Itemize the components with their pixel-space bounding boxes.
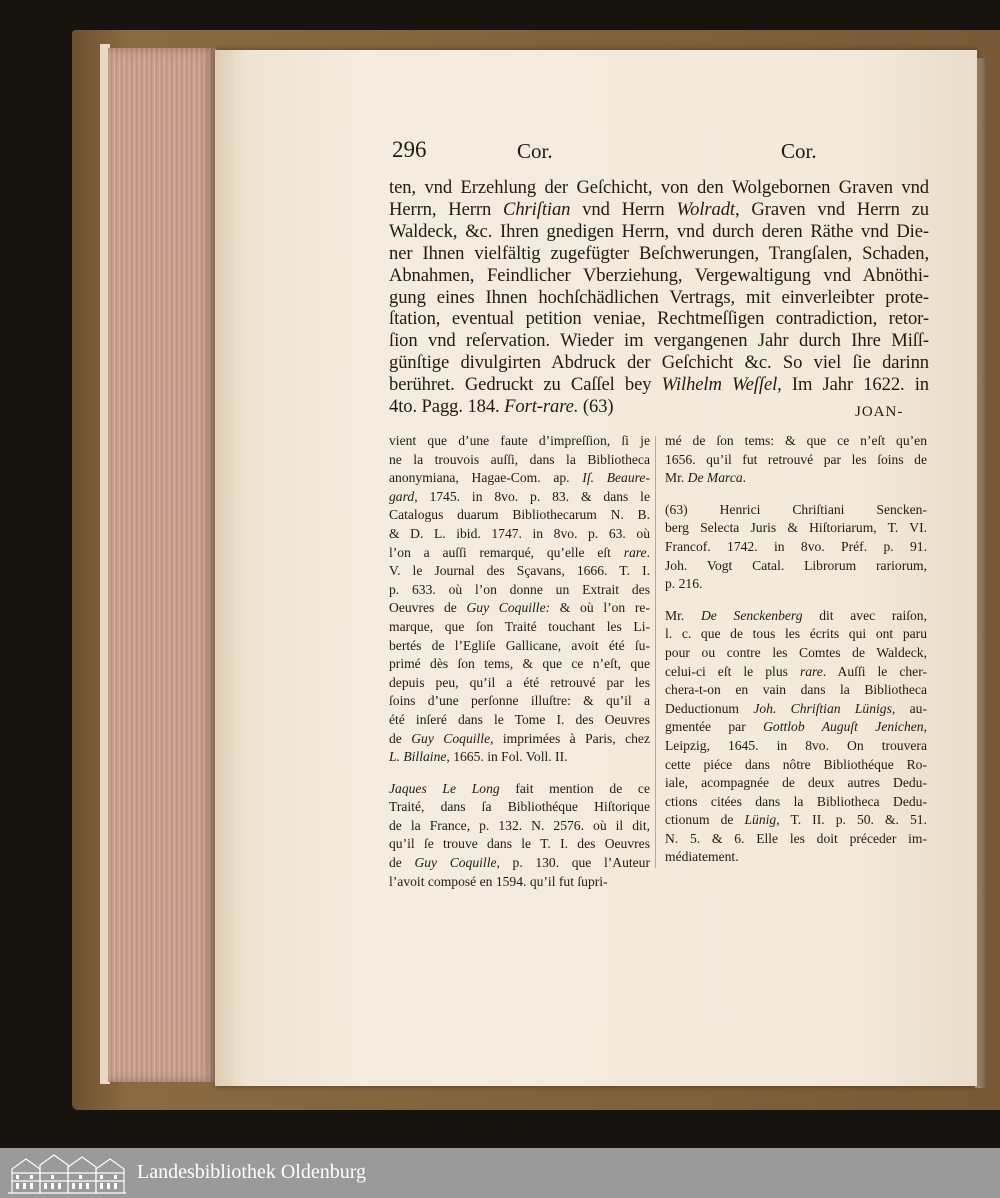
text-segment: anonymiana, Hagae-Com. ap. (389, 470, 583, 486)
text-segment: Mr. (665, 607, 701, 623)
text-line (665, 575, 927, 594)
library-banner (0, 1148, 1000, 1198)
text-segment: 1656. qu’il fut retrouvé par les ſoins de (665, 451, 927, 467)
text-line (665, 557, 927, 576)
text-segment: l’on a auſſi remarqué, qu’elle eſt (389, 544, 624, 560)
running-head-right: Cor. (781, 139, 817, 163)
text-line (665, 756, 927, 775)
text-segment: été inſeré dans le Tome I. des Oeuvres (389, 711, 650, 727)
text-line (389, 798, 650, 817)
text-segment: ctions citées dans la Bibliotheca Dedu- (665, 793, 927, 809)
page-number: 296 (392, 137, 427, 162)
text-segment: Catalogus duarum Bibliothecarum N. B. (389, 507, 650, 523)
italic-segment: Jaques Le Long (389, 780, 500, 796)
text-line (389, 265, 929, 287)
text-segment: vnd Herrn (570, 198, 677, 220)
text-segment: mé de ſon tems: & que ce n’eſt qu’en (665, 433, 927, 448)
text-segment: berg Selecta Juris & Hiſtoriarum, T. VI. (665, 520, 927, 536)
text-segment: marque, que ſon Traité touchant les Li- (389, 618, 650, 634)
text-segment: Abnahmen, Feindlicher Vberziehung, Vergewaltigung vnd Abnöthi- (389, 264, 929, 286)
text-line (389, 599, 650, 618)
text-segment: , T. II. p. 50. &. 51. (776, 812, 928, 828)
text-segment: Francof. 1742. in 8vo. Préf. p. 91. (665, 538, 927, 554)
text-segment: , Im Jahr 1622. in (777, 374, 929, 396)
text-line (389, 692, 650, 711)
text-line (665, 519, 927, 538)
text-segment: (63) Henrici Chriſtiani Sencken- (665, 501, 927, 517)
text-segment: , 1665. in Fol. Voll. II. (446, 749, 568, 765)
text-line (389, 730, 650, 749)
text-line (389, 854, 650, 873)
paragraph-gap (389, 767, 650, 780)
text-line (389, 488, 650, 507)
text-line (665, 644, 927, 663)
text-segment: primé dès ſon tems, & que ce n’eſt, que (389, 656, 650, 672)
italic-segment: Iſ. Beaure- (582, 470, 650, 486)
text-segment: qu’il ſe trouve dans le T. I. des Oeuvres (389, 836, 650, 852)
text-segment: pour ou contre les Comtes de Waldeck, (665, 644, 927, 660)
library-name: Landesbibliothek Oldenburg (137, 1161, 367, 1183)
italic-segment: Wilhelm Weſſel (661, 374, 778, 396)
text-segment: . Auſſi le cher- (822, 663, 927, 679)
right-column (665, 432, 927, 867)
text-line (665, 774, 927, 793)
text-segment: , p. 130. que l’Auteur (496, 855, 650, 871)
german-title-block (389, 177, 929, 418)
text-segment: , imprimées à Paris, chez (490, 730, 650, 746)
text-line (665, 793, 927, 812)
text-line (389, 330, 929, 352)
text-line (665, 737, 927, 756)
text-segment: & D. L. ibid. 1747. in 8vo. p. 63. où (389, 525, 650, 541)
text-line (665, 811, 927, 830)
text-segment: ten, vnd Erzehlung der Geſchicht, von den Wolgebornen Graven vnd (389, 177, 929, 198)
text-segment: p. 216. (665, 576, 703, 592)
text-segment: . (742, 470, 747, 486)
text-line (665, 469, 927, 488)
text-line (389, 873, 650, 892)
text-line (389, 287, 929, 309)
paragraph-gap (665, 488, 927, 501)
text-segment: günſtige divulgirten Abdruck der Geſchicht &c. So viel ſie darinn (389, 352, 929, 374)
text-line (389, 352, 929, 374)
text-line (389, 432, 650, 451)
text-segment: Oeuvres de (389, 600, 467, 616)
text-line (665, 625, 927, 644)
text-line (389, 655, 650, 674)
text-segment: & où l’on re- (550, 600, 650, 616)
text-segment: Joh. Vogt Catal. Librorum rariorum, (665, 557, 927, 573)
text-segment: fait mention de ce (499, 780, 650, 796)
text-line (665, 718, 927, 737)
italic-segment: De Senckenberg (700, 607, 803, 623)
italic-segment: rare (623, 544, 647, 560)
text-segment: de la France, p. 132. N. 2576. où il dit, (389, 817, 650, 833)
text-segment: gmentée par (665, 719, 764, 735)
text-segment: depuis peu, qu’il a été retrouvé par les (389, 674, 650, 690)
italic-segment: Guy Coquille (414, 855, 497, 871)
text-segment: Traité, dans ſa Bibliothéque Hiſtorique (389, 799, 650, 815)
italic-segment: gard (389, 488, 415, 504)
text-segment: dit avec raiſon, (802, 607, 927, 623)
text-segment: gung eines Ihnen hochſchädlichen Vertrags, mit einverleibter prote- (389, 286, 929, 308)
text-line (389, 451, 650, 470)
text-line (389, 308, 929, 330)
italic-segment: Guy Coquille (411, 730, 491, 746)
text-segment: bertés de l’Egliſe Gallicane, avoit été ſu- (389, 637, 650, 653)
text-line (389, 835, 650, 854)
text-line (665, 538, 927, 557)
text-line (389, 674, 650, 693)
text-line (665, 700, 927, 719)
text-segment: chera-t-on en vain dans la Bibliotheca (665, 682, 927, 698)
text-line (389, 544, 650, 563)
text-segment: (63) (578, 396, 614, 418)
italic-segment: Lünig (744, 812, 777, 828)
page-edges (108, 48, 216, 1082)
text-segment: l’avoit composé en 1594. qu’il fut ſupri- (389, 873, 608, 889)
text-line (665, 451, 927, 470)
text-segment: de (389, 855, 415, 871)
paragraph-gap (665, 594, 927, 607)
italic-segment: Guy Coquille: (466, 600, 551, 616)
text-segment: ne la trouvois auſſi, dans la Bibliotheca (389, 451, 650, 467)
text-line (389, 525, 650, 544)
text-line (389, 637, 650, 656)
text-segment: V. le Journal des Sçavans, 1666. T. I. (389, 563, 650, 579)
text-segment: de (389, 730, 412, 746)
left-column (389, 432, 650, 891)
italic-segment: De Marca (687, 470, 743, 486)
column-divider (655, 436, 656, 868)
text-line (389, 177, 929, 199)
text-segment: , (923, 719, 927, 735)
text-segment: ſoins d’une perſonne illuſtre: & qu’il a (389, 693, 650, 709)
text-segment: ctionum de (665, 812, 745, 828)
text-line (389, 221, 929, 243)
text-segment: ner Ihnen vielfältig zugefügter Beſchwerungen, Trangſalen, Schaden, (389, 242, 929, 264)
italic-segment: Gottlob Auguſt Jenichen (763, 719, 924, 735)
text-line (665, 848, 927, 867)
text-line (389, 374, 929, 396)
text-segment: vient que d’une faute d’impreſſion, ſi je (389, 433, 650, 448)
text-line (665, 830, 927, 849)
text-line (389, 506, 650, 525)
catchword: JOAN- (855, 404, 904, 420)
text-line (665, 501, 927, 520)
text-segment: iale, acompagnée de deux autres Dedu- (665, 775, 927, 791)
text-segment: . (646, 544, 650, 560)
text-segment: Deductionum (665, 700, 754, 716)
italic-segment: Wolradt (676, 198, 735, 220)
library-building-icon (6, 1151, 128, 1195)
text-line (389, 562, 650, 581)
text-segment: ſion vnd reſervation. Wieder im vergangenen Jahr durch Ihre Miſſ- (389, 330, 929, 352)
italic-segment: rare (799, 663, 823, 679)
text-segment: l. c. que de tous les écrits qui ont paru (665, 626, 927, 642)
text-segment: Waldeck, &c. Ihren gnedigen Herrn, vnd durch deren Räthe vnd Die- (389, 220, 929, 242)
text-segment: , Graven vnd Herrn zu (735, 198, 929, 220)
italic-segment: Chriſtian (503, 198, 571, 220)
italic-segment: Joh. Chriſtian Lünigs (753, 700, 892, 716)
italic-segment: Fort-rare. (504, 396, 579, 418)
text-line (389, 748, 650, 767)
text-line (389, 396, 929, 418)
text-line (665, 432, 927, 451)
running-head-left: Cor. (517, 139, 553, 163)
text-line (389, 243, 929, 265)
text-line (389, 817, 650, 836)
italic-segment: L. Billaine (389, 749, 447, 765)
text-segment: Herrn, Herrn (389, 198, 504, 220)
text-segment: , 1745. in 8vo. p. 83. & dans le (414, 488, 650, 504)
text-segment: berühret. Gedruckt zu Caſſel bey (389, 374, 662, 396)
text-segment: Mr. (665, 470, 688, 486)
text-segment: cette piéce dans nôtre Bibliothéque Ro- (665, 756, 927, 772)
text-segment: ſtation, eventual petition veniae, Rechtmeſſigen contradiction, retor- (389, 308, 929, 330)
text-segment: , au- (891, 700, 927, 716)
text-line (389, 618, 650, 637)
text-segment: médiatement. (665, 849, 739, 865)
text-segment: 4to. Pagg. 184. (389, 396, 505, 418)
text-segment: Leipzig, 1645. in 8vo. On trouvera (665, 737, 927, 753)
text-line (389, 780, 650, 799)
text-line (665, 681, 927, 700)
text-segment: N. 5. & 6. Elle les doit préceder im- (665, 830, 927, 846)
text-segment: p. 633. où l’on donne un Extrait des (389, 581, 650, 597)
text-line (389, 581, 650, 600)
text-line (665, 607, 927, 626)
text-segment: celui-ci eſt le plus (665, 663, 800, 679)
text-line (389, 469, 650, 488)
text-line (389, 199, 929, 221)
text-line (665, 663, 927, 682)
text-line (389, 711, 650, 730)
